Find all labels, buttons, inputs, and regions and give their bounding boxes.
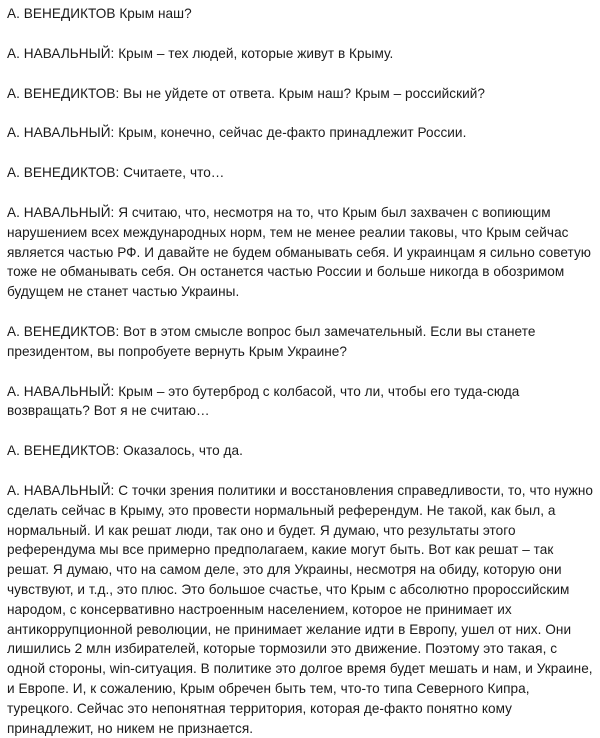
paragraph-1: А. ВЕНЕДИКТОВ Крым наш? xyxy=(7,6,192,21)
paragraph-2: А. НАВАЛЬНЫЙ: Крым – тех людей, которые живут в Крыму. xyxy=(7,45,394,61)
paragraph-6: А. НАВАЛЬНЫЙ: Я считаю, что, несмотря на то, что Крым был захвачен с вопиющим нарушением всех международных норм, тем не менее реалии таковы, что Крым сейчас является частью РФ. И давайте не будем обманывать себя. И украинцам я сильно советую тоже не обманывать себя. Он останется частью России и больше никогда в обозримом будущем не станет частью Украины. xyxy=(7,204,592,300)
paragraph-8: А. НАВАЛЬНЫЙ: Крым – это бутерброд с колбасой, что ли, чтобы его туда-сюда возвращать? Вот я не считаю… xyxy=(7,383,520,419)
paragraph-7: А. ВЕНЕДИКТОВ: Вот в этом смысле вопрос был замечательный. Если вы станете президентом, вы попробуете вернуть Крым Украине? xyxy=(7,323,536,359)
paragraph-3: А. ВЕНЕДИКТОВ: Вы не уйдете от ответа. Крым наш? Крым – российский? xyxy=(7,85,485,101)
paragraph-10: А. НАВАЛЬНЫЙ: С точки зрения политики и восстановления справедливости, то, что нужно сделать сейчас в Крыму, это провести нормальный референдум. Не такой, как был, а нормальный. И как решат люди, так оно и будет. Я думаю, что результаты этого референдума мы все примерно предполагаем, какие могут быть. Вот как решат – так решат. Я думаю, что на самом деле, это для Украины, несмотря на обиду, которую они чувствуют, и т.д., это плюс. Это большое счастье, что Крым с абсолютно пророссийским народом, с консервативно настроенным населением, которое не принимает их антикоррупционной революции, не принимает желание идти в Европу, ушел от них. Они лишились 2 млн избирателей, которые тормозили это движение. Поэтому это такая, с одной стороны, win-ситуация. В политике это долгое время будет мешать и нам, и Украине, и Европе. И, к сожалению, Крым обречен быть тем, что-то типа Северного Кипра, турецкого. Сейчас это непонятная территория, которая де-факто понятно кому принадлежит, но никем не признается. xyxy=(7,482,594,736)
paragraph-5: А. ВЕНЕДИКТОВ: Считаете, что… xyxy=(7,165,225,181)
paragraph-9: А. ВЕНЕДИКТОВ: Оказалось, что да. xyxy=(7,443,243,459)
paragraph-4: А. НАВАЛЬНЫЙ: Крым, конечно, сейчас де-факто принадлежит России. xyxy=(7,125,467,141)
